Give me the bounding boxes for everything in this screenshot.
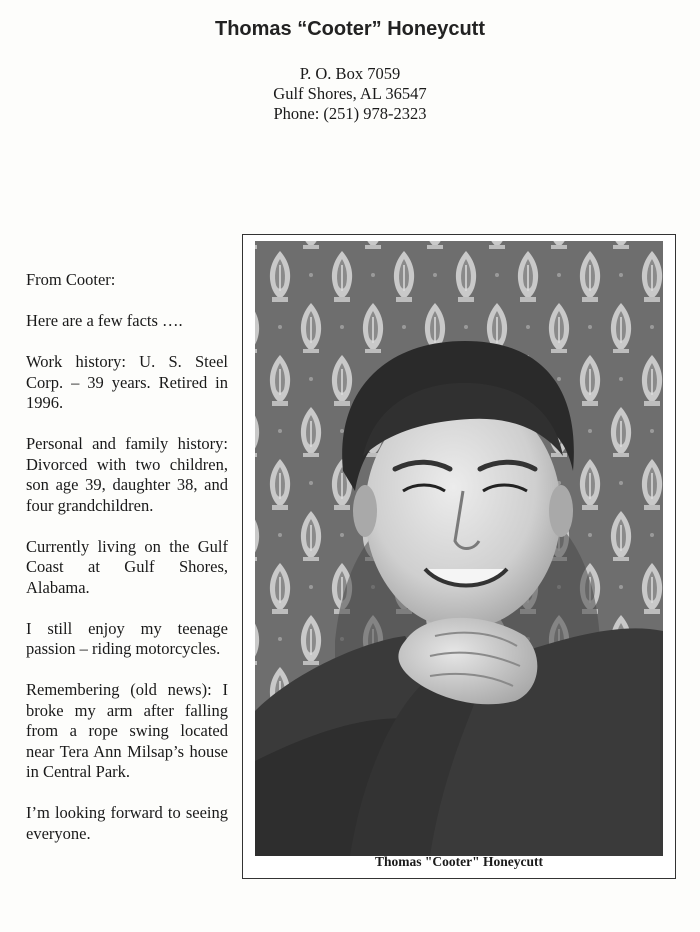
bio-memory: Remembering (old news): I broke my arm after falling from a rope swing located near Tera Ann Milsap’s house in Central Park. <box>26 680 228 781</box>
portrait-illustration <box>255 241 663 856</box>
address-line-2: Gulf Shores, AL 36547 <box>273 84 427 103</box>
page-title: Thomas “Cooter” Honeycutt <box>214 18 486 40</box>
bio-intro: Here are a few facts …. <box>26 311 183 330</box>
bio-current-residence: Currently living on the Gulf Coast at Gulf Shores, Alabama. <box>26 536 228 597</box>
photo-caption: Thomas "Cooter" Honeycutt <box>375 854 543 869</box>
phone-line: Phone: (251) 978-2323 <box>273 104 427 123</box>
bio-work-history: Work history: U. S. Steel Corp. – 39 years. Retired in 1996. <box>26 352 228 412</box>
bio-greeting: From Cooter: <box>26 270 116 289</box>
address-line-1: P. O. Box 7059 <box>299 64 401 83</box>
bio-text <box>26 270 228 844</box>
portrait-photo <box>255 241 663 856</box>
photo-frame <box>242 234 676 879</box>
bio-closing: I’m looking forward to seeing everyone. <box>26 803 228 843</box>
bio-passion: I still enjoy my teenage passion – riding motorcycles. <box>26 618 228 658</box>
bio-family-history: Personal and family history: Divorced with two children, son age 39, daughter 38, and four grandchildren. <box>26 434 228 515</box>
contact-block <box>0 64 700 124</box>
